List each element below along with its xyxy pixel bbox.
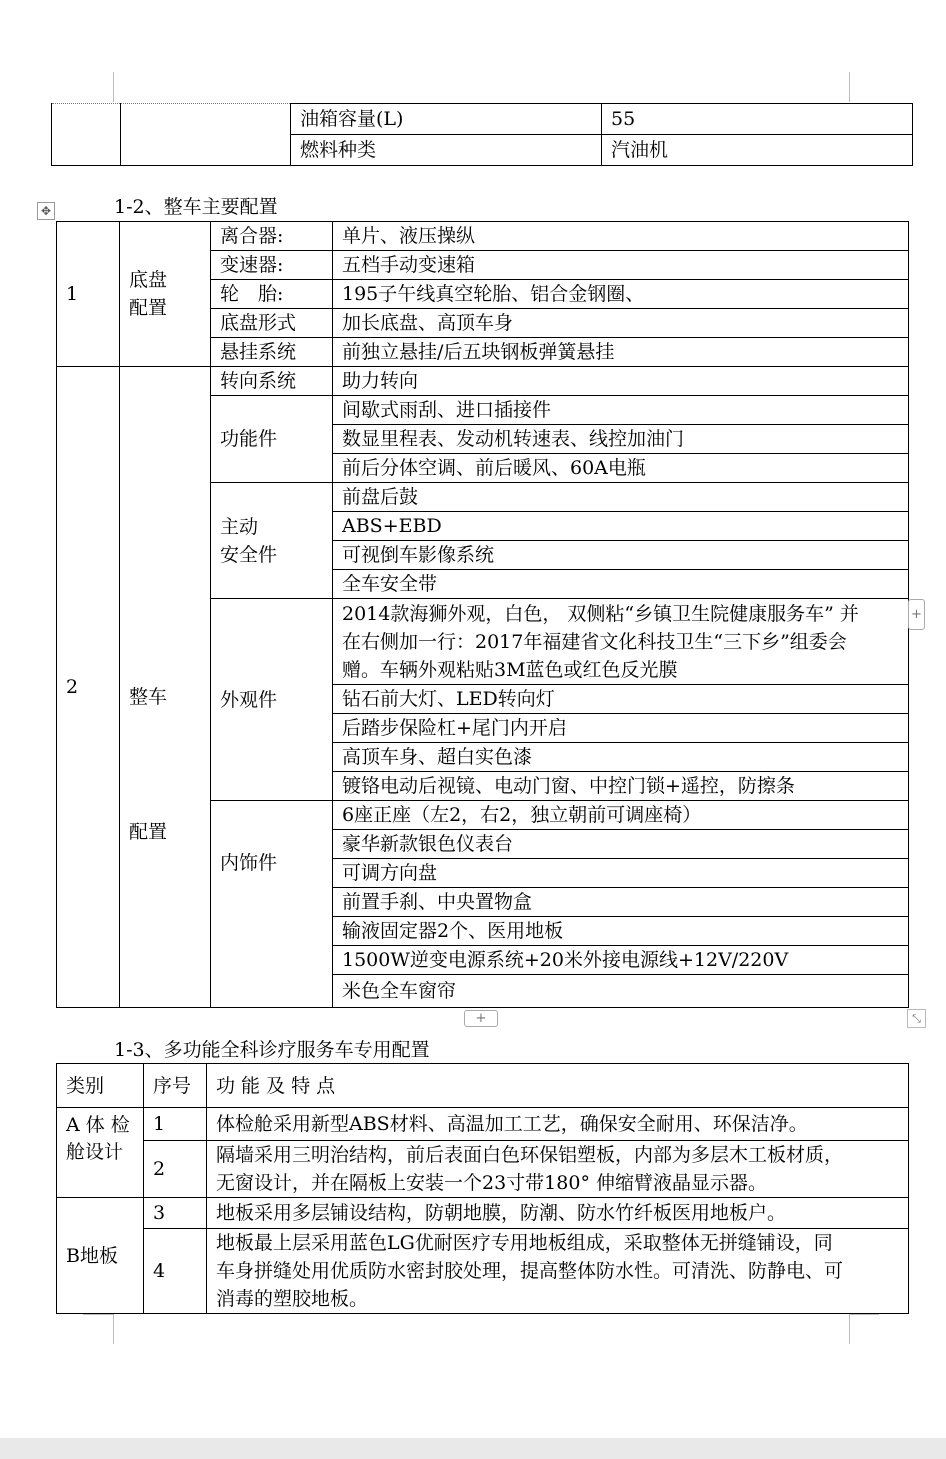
empty-cell: [121, 104, 291, 166]
add-column-button[interactable]: [908, 599, 925, 630]
item-value: [333, 599, 909, 685]
item-value: 豪华新款银色仪表台: [333, 830, 909, 859]
section-title: 1-2、整车主要配置: [114, 196, 278, 218]
category-line: 配置: [129, 297, 168, 319]
top-spec-table: [51, 103, 913, 166]
item-label-line: 主动: [220, 515, 259, 538]
item-label: 变速器:: [211, 251, 333, 280]
item-value: 后踏步保险杠+尾门内开启: [333, 714, 909, 743]
item-value: 前后分体空调、前后暖风、60A电瓶: [333, 454, 909, 483]
item-value: 高顶车身、超白实色漆: [333, 743, 909, 772]
text-line: 赠。车辆外观粘贴3M蓝色或红色反光膜: [342, 658, 678, 681]
feature-cell: 体检舱采用新型ABS材料、高温加工工艺，确保安全耐用、环保洁净。: [207, 1108, 909, 1141]
spec-value: 汽油机: [602, 135, 913, 166]
item-value: 可调方向盘: [333, 859, 909, 888]
empty-cell: [52, 104, 121, 166]
category-line: 底盘: [129, 269, 168, 291]
text-line: 在右侧加一行：2017年福建省文化科技卫生“三下乡”组委会: [342, 630, 847, 653]
category-line: 整车: [129, 686, 168, 708]
plus-icon: +: [911, 607, 922, 622]
item-value: 米色全车窗帘: [333, 975, 909, 1008]
item-label-line: 安全件: [220, 543, 278, 566]
item-value: 195子午线真空轮胎、铝合金钢圈、: [333, 280, 909, 309]
crop-mark-bottom-right-v: [849, 1314, 850, 1344]
item-value: 可视倒车影像系统: [333, 541, 909, 570]
item-value: 输液固定器2个、医用地板: [333, 917, 909, 946]
text-line: 消毒的塑胶地板。: [216, 1288, 369, 1310]
item-label: 转向系统: [211, 367, 333, 396]
table-resize-handle[interactable]: [907, 1009, 926, 1028]
item-label: 离合器:: [211, 222, 333, 251]
text-line: 无窗设计，并在隔板上安装一个23寸带180° 伸缩臂液晶显示器。: [216, 1172, 767, 1194]
item-label: 轮 胎:: [211, 280, 333, 309]
item-label: 功能件: [211, 396, 333, 483]
crop-mark-bottom-left-v: [113, 1314, 114, 1344]
header-category: 类别: [57, 1064, 144, 1108]
category-cell: [120, 367, 211, 1008]
feature-cell: 地板采用多层铺设结构，防朝地膜，防潮、防水竹纤板医用地板户。: [207, 1198, 909, 1229]
crop-mark-top-right: [849, 72, 850, 102]
add-row-button[interactable]: [464, 1010, 498, 1027]
item-value: 6座正座（左2，右2，独立朝前可调座椅）: [333, 801, 909, 830]
item-value: 前置手刹、中央置物盒: [333, 888, 909, 917]
vehicle-config-table: [56, 221, 909, 1008]
item-value: 前盘后鼓: [333, 483, 909, 512]
item-label: 外观件: [211, 599, 333, 801]
row-number: 1: [57, 222, 120, 367]
item-label: 悬挂系统: [211, 338, 333, 367]
medical-config-table: [56, 1063, 909, 1314]
category-cell: B地板: [57, 1198, 144, 1314]
row-number: 3: [144, 1198, 207, 1229]
item-label: 底盘形式: [211, 309, 333, 338]
item-label: [211, 483, 333, 599]
row-number: 2: [144, 1141, 207, 1198]
item-value: 数显里程表、发动机转速表、线控加油门: [333, 425, 909, 454]
move-icon: ✥: [40, 204, 52, 218]
crop-mark-top-left: [113, 72, 114, 102]
item-value: 五档手动变速箱: [333, 251, 909, 280]
category-cell: [57, 1108, 144, 1198]
item-label-line: 内饰件: [220, 852, 278, 874]
text-line: 车身拼缝处用优质防水密封胶处理，提高整体防水性。可清洗、防静电、可: [216, 1260, 844, 1282]
text-line: 2014款海狮外观，白色， 双侧粘“乡镇卫生院健康服务车” 并: [342, 602, 859, 625]
item-value: 钻石前大灯、LED转向灯: [333, 685, 909, 714]
item-value: 助力转向: [333, 367, 909, 396]
table-move-handle[interactable]: [37, 202, 55, 220]
crop-mark-bottom-right-h: [849, 1314, 879, 1315]
page-gap: [0, 1438, 946, 1459]
item-value: 单片、液压操纵: [333, 222, 909, 251]
text-line: 地板最上层采用蓝色LG优耐医疗专用地板组成，采取整体无拼缝铺设，同: [216, 1232, 833, 1254]
spec-label: 油箱容量(L): [291, 104, 602, 135]
section-title: 1-3、多功能全科诊疗服务车专用配置: [114, 1039, 430, 1061]
category-line: 舱设计: [66, 1141, 124, 1163]
item-value: 间歇式雨刮、进口插接件: [333, 396, 909, 425]
item-value: 前独立悬挂/后五块钢板弹簧悬挂: [333, 338, 909, 367]
item-value: 镀铬电动后视镜、电动门窗、中控门锁+遥控，防擦条: [333, 772, 909, 801]
resize-icon: ⤡: [912, 1012, 921, 1025]
category-cell: [120, 222, 211, 367]
item-value: 加长底盘、高顶车身: [333, 309, 909, 338]
row-number: 2: [57, 367, 120, 1008]
crop-mark-bottom-left-h: [83, 1314, 113, 1315]
feature-cell: [207, 1229, 909, 1314]
spec-value: 55: [602, 104, 913, 135]
item-value: ABS+EBD: [333, 512, 909, 541]
row-number: 1: [144, 1108, 207, 1141]
category-line: A 体 检: [66, 1114, 130, 1136]
row-number: 4: [144, 1229, 207, 1314]
item-label: [211, 801, 333, 1008]
plus-icon: +: [475, 1011, 487, 1026]
text-line: 隔墙采用三明治结构，前后表面白色环保铝塑板，内部为多层木工板材质，: [216, 1144, 844, 1166]
item-value: 全车安全带: [333, 570, 909, 599]
feature-cell: [207, 1141, 909, 1198]
spec-label: 燃料种类: [291, 135, 602, 166]
header-feature: 功 能 及 特 点: [207, 1064, 909, 1108]
item-value: 1500W逆变电源系统+20米外接电源线+12V/220V: [333, 946, 909, 975]
category-line: 配置: [129, 821, 168, 843]
header-no: 序号: [144, 1064, 207, 1108]
